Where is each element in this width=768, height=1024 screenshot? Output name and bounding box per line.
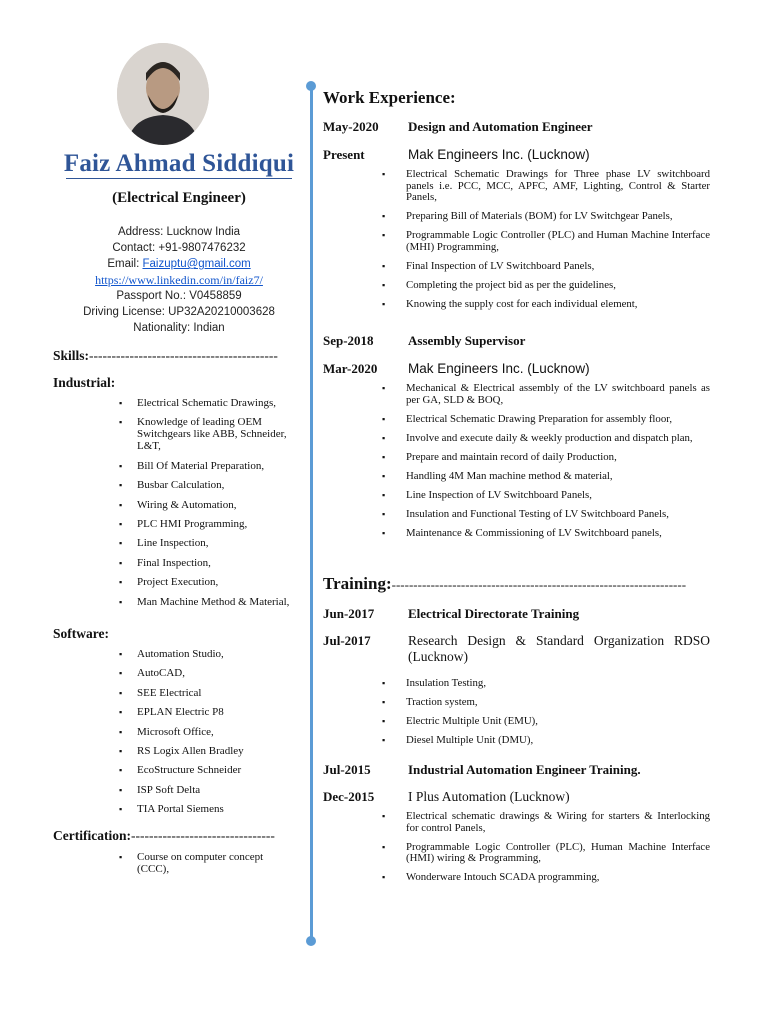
list-item: ▪ Involve and execute daily & weekly production and dispatch plan,	[406, 433, 710, 445]
job-2-end-date: Mar-2020	[323, 361, 378, 376]
job-2-title: Assembly Supervisor	[408, 333, 526, 348]
list-item: ▪ EcoStructure Schneider	[137, 764, 307, 776]
list-item: ▪ Electric Multiple Unit (EMU),	[406, 716, 710, 728]
training-1-organization: Research Design & Standard Organization RDSO (Lucknow)	[408, 633, 710, 664]
name-underline	[66, 178, 292, 179]
list-item: ▪ Knowledge of leading OEM Switchgears like ABB, Schneider, L&T,	[137, 416, 307, 452]
job-1-start-date: May-2020	[323, 119, 379, 134]
address-line: Address: Lucknow India	[117, 226, 241, 238]
list-item: ▪ Completing the project bid as per the guidelines,	[406, 280, 710, 292]
list-item: ▪ Wiring & Automation,	[137, 499, 307, 511]
training-1-start-date: Jun-2017	[323, 606, 375, 621]
list-item: ▪ EPLAN Electric P8	[137, 706, 307, 718]
list-item: ▪ Microsoft Office,	[137, 726, 307, 738]
passport-line: Passport No.: V0458859	[116, 290, 242, 302]
job-1-title: Design and Automation Engineer	[408, 119, 593, 134]
list-item: ▪ Line Inspection,	[137, 537, 307, 549]
list-item: ▪ Final Inspection of LV Switchboard Panels,	[406, 261, 710, 273]
list-item: ▪ Mechanical & Electrical assembly of the LV switchboard panels as per GA, SLD & BOQ,	[406, 383, 710, 406]
email-link[interactable]: Faizuptu@gmail.com	[142, 258, 251, 270]
contact-line: Contact: +91-9807476232	[112, 242, 246, 254]
list-item: ▪ Insulation and Functional Testing of LV Switchboard Panels,	[406, 509, 710, 521]
list-item: ▪ Traction system,	[406, 697, 710, 709]
list-item: ▪ Handling 4M Man machine method & material,	[406, 471, 710, 483]
job-1-end-date: Present	[323, 147, 365, 162]
skills-heading-dashes: ------------------------------------------	[89, 348, 278, 363]
list-item: ▪ Programmable Logic Controller (PLC), Human Machine Interface (HMI) wiring & Programming,	[406, 842, 710, 865]
list-item: ▪ PLC HMI Programming,	[137, 518, 307, 530]
list-item: ▪ Insulation Testing,	[406, 678, 710, 690]
list-item: ▪ Electrical Schematic Drawings,	[137, 397, 307, 409]
driving-license-line: Driving License: UP32A20210003628	[83, 306, 275, 318]
list-item: ▪ Maintenance & Commissioning of LV Switchboard panels,	[406, 528, 710, 540]
candidate-role: (Electrical Engineer)	[112, 190, 246, 206]
job-1-company: Mak Engineers Inc. (Lucknow)	[408, 147, 590, 162]
list-item: ▪ RS Logix Allen Bradley	[137, 745, 307, 757]
training-2-title: Industrial Automation Engineer Training.	[408, 762, 641, 777]
list-item: ▪ Diesel Multiple Unit (DMU),	[406, 735, 710, 747]
training-heading-label: Training:	[323, 574, 392, 593]
list-item: ▪ Bill Of Material Preparation,	[137, 460, 307, 472]
job-2-duties-list	[406, 383, 710, 547]
list-item: ▪ Project Execution,	[137, 576, 307, 588]
email-line	[50, 256, 308, 272]
timeline-line	[310, 86, 313, 942]
certification-heading	[53, 828, 275, 844]
list-item: ▪ Prepare and maintain record of daily Production,	[406, 452, 710, 464]
skills-heading	[53, 348, 278, 364]
training-1-end-date: Jul-2017	[323, 633, 371, 648]
list-item: ▪ ISP Soft Delta	[137, 784, 307, 796]
software-skills-list	[137, 648, 307, 823]
list-item: ▪ SEE Electrical	[137, 687, 307, 699]
job-1-duties-list	[406, 169, 710, 318]
training-2-organization: I Plus Automation (Lucknow)	[408, 789, 570, 804]
certification-heading-label: Certification:	[53, 828, 131, 843]
training-2-end-date: Dec-2015	[323, 789, 375, 804]
list-item: ▪ Electrical Schematic Drawing Preparation for assembly floor,	[406, 414, 710, 426]
list-item: ▪ Course on computer concept (CCC),	[137, 851, 287, 875]
list-item: ▪ Wonderware Intouch SCADA programming,	[406, 872, 710, 884]
timeline-top-dot	[306, 81, 316, 91]
list-item: ▪ Programmable Logic Controller (PLC) and Human Machine Interface (MHI) Programming,	[406, 230, 710, 253]
nationality-line: Nationality: Indian	[133, 322, 225, 334]
list-item: ▪ Final Inspection,	[137, 557, 307, 569]
training-2-topics-list	[406, 811, 710, 891]
certification-heading-dashes: --------------------------------	[130, 828, 275, 843]
work-experience-heading: Work Experience:	[323, 88, 456, 107]
training-2-start-date: Jul-2015	[323, 762, 371, 777]
linkedin-line	[50, 272, 308, 288]
list-item: ▪ Electrical schematic drawings & Wiring for starters & Interlocking for control Panels,	[406, 811, 710, 834]
job-2-company: Mak Engineers Inc. (Lucknow)	[408, 361, 590, 376]
list-item: ▪ AutoCAD,	[137, 667, 307, 679]
training-1-title: Electrical Directorate Training	[408, 606, 580, 621]
skills-heading-label: Skills:	[53, 348, 90, 363]
timeline-bottom-dot	[306, 936, 316, 946]
industrial-heading: Industrial:	[53, 375, 116, 390]
job-2-start-date: Sep-2018	[323, 333, 374, 348]
list-item: ▪ Man Machine Method & Material,	[137, 596, 307, 608]
list-item: ▪ TIA Portal Siemens	[137, 803, 307, 815]
training-heading	[323, 574, 686, 594]
list-item: ▪ Preparing Bill of Materials (BOM) for LV Switchgear Panels,	[406, 211, 710, 223]
list-item: ▪ Automation Studio,	[137, 648, 307, 660]
candidate-name: Faiz Ahmad Siddiqui	[63, 150, 295, 177]
industrial-skills-list	[137, 397, 307, 615]
person-portrait-icon	[117, 43, 209, 145]
training-1-topics-list	[406, 678, 710, 754]
list-item: ▪ Electrical Schematic Drawings for Three phase LV switchboard panels i.e. PCC, MCC, APFC, AMF, Lighting, Control & Starter Panels,	[406, 169, 710, 204]
email-label: Email:	[107, 258, 143, 270]
profile-photo	[117, 43, 209, 145]
linkedin-link[interactable]: https://www.linkedin.com/in/faiz7/	[95, 273, 263, 287]
training-heading-dashes: --------------------------------------------------------------------	[391, 577, 687, 592]
software-heading: Software:	[53, 626, 109, 641]
certification-list	[137, 851, 287, 882]
list-item: ▪ Busbar Calculation,	[137, 479, 307, 491]
list-item: ▪ Line Inspection of LV Switchboard Panels,	[406, 490, 710, 502]
list-item: ▪ Knowing the supply cost for each individual element,	[406, 299, 710, 311]
